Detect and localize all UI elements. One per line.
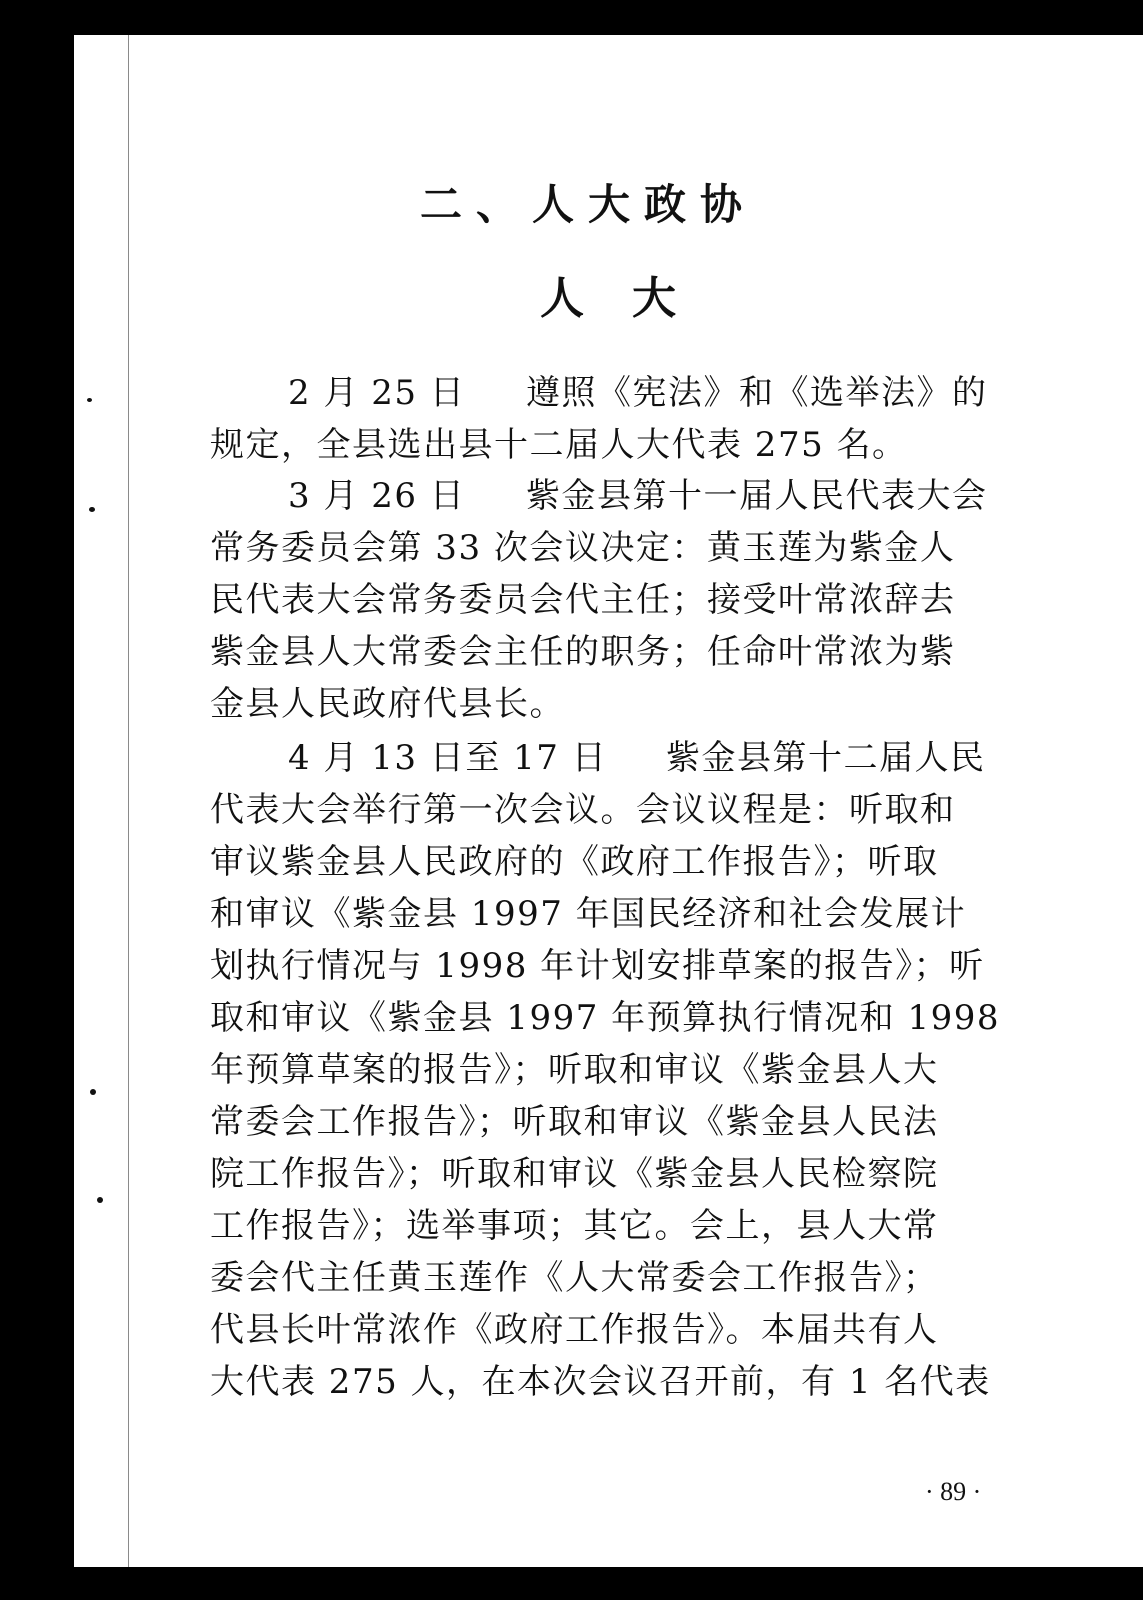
- text-line: 取和审议《紫金县 1997 年预算执行情况和 1998: [210, 998, 1000, 1038]
- text-line: 委会代主任黄玉莲作《人大常委会工作报告》；: [210, 1258, 939, 1298]
- text-line: 大代表 275 人，在本次会议召开前，有 1 名代表: [210, 1362, 991, 1402]
- text-line: 代表大会举行第一次会议。会议议程是：听取和: [210, 790, 956, 830]
- text-line: 常务委员会第 33 次会议决定：黄玉莲为紫金人: [210, 528, 956, 568]
- entry-date: 2 月 25 日: [288, 373, 466, 413]
- text-line: [210, 466, 1040, 526]
- scan-speck: [97, 1197, 103, 1203]
- text-span: 遵照《宪法》和《选举法》的: [526, 373, 988, 413]
- section-subtitle: 人大: [540, 273, 724, 324]
- text-line: 民代表大会常务委员会代主任；接受叶常浓辞去: [210, 580, 956, 620]
- text-line: 金县人民政府代县长。: [210, 684, 565, 724]
- text-line: 工作报告》；选举事项；其它。会上，县人大常: [210, 1206, 939, 1246]
- page-number: · 89 ·: [925, 1477, 982, 1506]
- text-line: 和审议《紫金县 1997 年国民经济和社会发展计: [210, 894, 967, 934]
- text-line: 审议紫金县人民政府的《政府工作报告》；听取: [210, 842, 939, 882]
- text-line: 年预算草案的报告》；听取和审议《紫金县人大: [210, 1050, 939, 1090]
- text-line: [210, 363, 1040, 423]
- text-line: 代县长叶常浓作《政府工作报告》。本届共有人: [210, 1310, 939, 1350]
- text-span: 紫金县第十二届人民: [666, 738, 986, 778]
- text-line: 紫金县人大常委会主任的职务；任命叶常浓为紫: [210, 632, 956, 672]
- entry-date: 4 月 13 日至 17 日: [288, 738, 608, 778]
- margin-line: [128, 35, 129, 1567]
- scan-speck: [87, 398, 92, 402]
- text-line: 划执行情况与 1998 年计划安排草案的报告》；听: [210, 946, 985, 986]
- entry-date: 3 月 26 日: [288, 476, 466, 516]
- text-line: 规定，全县选出县十二届人大代表 275 名。: [210, 425, 908, 465]
- text-line: 常委会工作报告》；听取和审议《紫金县人民法: [210, 1102, 939, 1142]
- scan-speck: [90, 1089, 96, 1095]
- text-line: [210, 728, 1040, 788]
- section-title: 二、人大政协: [420, 180, 757, 229]
- text-span: 紫金县第十一届人民代表大会: [526, 476, 988, 516]
- text-line: 院工作报告》；听取和审议《紫金县人民检察院: [210, 1154, 939, 1194]
- scan-speck: [89, 507, 95, 512]
